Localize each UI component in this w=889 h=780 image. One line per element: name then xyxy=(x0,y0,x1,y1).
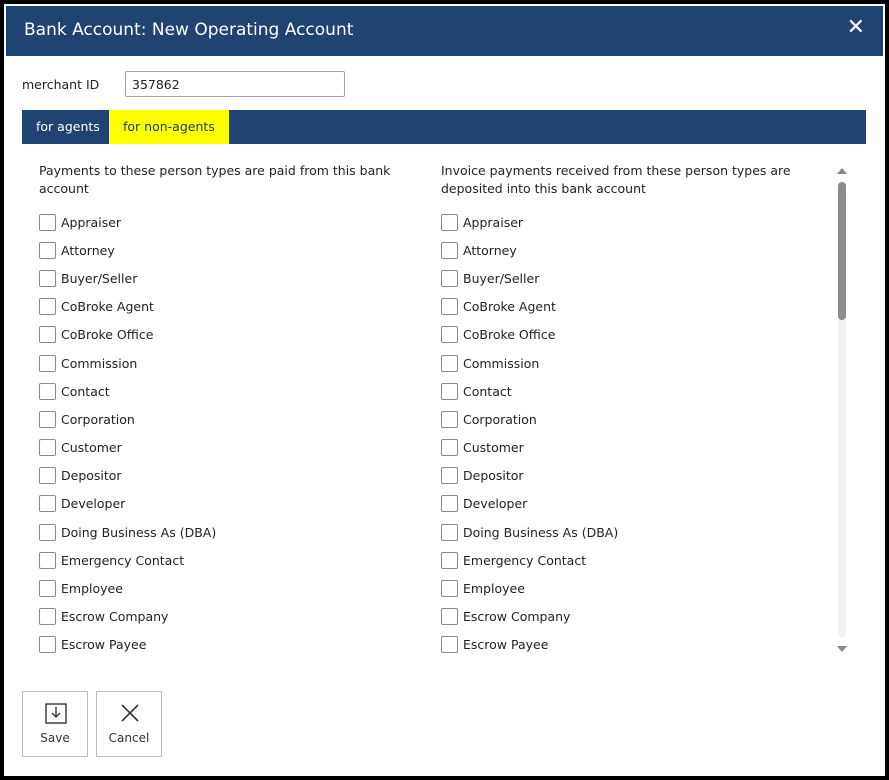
deposited-into-checkbox[interactable] xyxy=(441,524,458,541)
deposited-into-option-label: Employee xyxy=(463,581,525,597)
paid-from-checkbox[interactable] xyxy=(39,242,56,259)
paid-from-option-label: CoBroke Office xyxy=(61,327,154,343)
save-icon xyxy=(44,701,68,725)
paid-from-option-label: Doing Business As (DBA) xyxy=(61,524,217,540)
deposited-into-option-label: Contact xyxy=(463,383,512,399)
deposited-into-option-label: Depositor xyxy=(463,468,524,484)
tab-bar xyxy=(22,110,866,144)
deposited-into-heading: Invoice payments received from these person types are deposited into this bank account xyxy=(441,163,791,196)
deposited-into-option-label: Escrow Payee xyxy=(463,637,549,653)
deposited-into-option-row[interactable] xyxy=(441,490,834,518)
deposited-into-list xyxy=(441,208,834,654)
deposited-into-option-row[interactable] xyxy=(441,349,834,377)
deposited-into-checkbox[interactable] xyxy=(441,214,458,231)
paid-from-option-row[interactable] xyxy=(39,546,439,574)
deposited-into-option-label: Developer xyxy=(463,496,528,512)
deposited-into-option-row[interactable] xyxy=(441,603,834,631)
paid-from-option-row[interactable] xyxy=(39,208,439,236)
paid-from-checkbox[interactable] xyxy=(39,270,56,287)
deposited-into-option-row[interactable] xyxy=(441,574,834,602)
paid-from-option-row[interactable] xyxy=(39,405,439,433)
deposited-into-option-row[interactable] xyxy=(441,264,834,292)
paid-from-checkbox[interactable] xyxy=(39,524,56,541)
paid-from-option-label: Appraiser xyxy=(61,214,122,230)
deposited-into-option-label: Attorney xyxy=(463,242,517,258)
paid-from-option-row[interactable] xyxy=(39,518,439,546)
deposited-into-option-row[interactable] xyxy=(441,518,834,546)
paid-from-option-row[interactable] xyxy=(39,631,439,654)
dialog-titlebar xyxy=(6,6,883,56)
deposited-into-option-row[interactable] xyxy=(441,631,834,654)
deposited-into-option-label: Appraiser xyxy=(463,214,524,230)
paid-from-checkbox[interactable] xyxy=(39,467,56,484)
paid-from-checkbox[interactable] xyxy=(39,636,56,653)
deposited-into-option-row[interactable] xyxy=(441,546,834,574)
deposited-into-option-label: Commission xyxy=(463,355,540,371)
deposited-into-checkbox[interactable] xyxy=(441,242,458,259)
paid-from-option-row[interactable] xyxy=(39,236,439,264)
deposited-into-checkbox[interactable] xyxy=(441,326,458,343)
save-button[interactable] xyxy=(22,691,88,757)
deposited-into-checkbox[interactable] xyxy=(441,355,458,372)
paid-from-checkbox[interactable] xyxy=(39,411,56,428)
deposited-into-option-label: Doing Business As (DBA) xyxy=(463,524,619,540)
deposited-into-checkbox[interactable] xyxy=(441,270,458,287)
paid-from-option-row[interactable] xyxy=(39,490,439,518)
deposited-into-checkbox[interactable] xyxy=(441,608,458,625)
paid-from-checkbox[interactable] xyxy=(39,355,56,372)
deposited-into-option-row[interactable] xyxy=(441,293,834,321)
tab-for-agents[interactable]: for agents xyxy=(36,119,100,134)
paid-from-option-label: Employee xyxy=(61,581,123,597)
tab-for-non-agents[interactable]: for non-agents xyxy=(109,110,229,144)
scroll-thumb[interactable] xyxy=(838,182,846,320)
paid-from-checkbox[interactable] xyxy=(39,326,56,343)
merchant-id-label: merchant ID xyxy=(22,77,100,92)
deposited-into-column xyxy=(441,154,834,654)
paid-from-option-label: CoBroke Agent xyxy=(61,299,154,315)
deposited-into-checkbox[interactable] xyxy=(441,636,458,653)
paid-from-option-label: Developer xyxy=(61,496,126,512)
deposited-into-option-row[interactable] xyxy=(441,405,834,433)
deposited-into-option-row[interactable] xyxy=(441,434,834,462)
paid-from-checkbox[interactable] xyxy=(39,495,56,512)
person-types-panel xyxy=(22,154,834,654)
deposited-into-option-row[interactable] xyxy=(441,236,834,264)
deposited-into-option-label: Escrow Company xyxy=(463,609,571,625)
paid-from-option-label: Customer xyxy=(61,440,122,456)
deposited-into-option-row[interactable] xyxy=(441,321,834,349)
deposited-into-checkbox[interactable] xyxy=(441,383,458,400)
deposited-into-option-label: Customer xyxy=(463,440,524,456)
paid-from-heading: Payments to these person types are paid from this bank account xyxy=(39,163,391,196)
paid-from-checkbox[interactable] xyxy=(39,298,56,315)
deposited-into-option-row[interactable] xyxy=(441,208,834,236)
deposited-into-option-row[interactable] xyxy=(441,377,834,405)
deposited-into-option-row[interactable] xyxy=(441,462,834,490)
close-icon[interactable]: ✕ xyxy=(846,15,865,40)
deposited-into-option-label: CoBroke Office xyxy=(463,327,556,343)
paid-from-checkbox[interactable] xyxy=(39,383,56,400)
paid-from-option-label: Contact xyxy=(61,383,110,399)
paid-from-checkbox[interactable] xyxy=(39,608,56,625)
deposited-into-checkbox[interactable] xyxy=(441,495,458,512)
paid-from-option-label: Attorney xyxy=(61,242,115,258)
deposited-into-checkbox[interactable] xyxy=(441,580,458,597)
paid-from-option-label: Commission xyxy=(61,355,138,371)
deposited-into-option-label: Buyer/Seller xyxy=(463,270,540,286)
cancel-button[interactable] xyxy=(96,691,162,757)
deposited-into-option-label: Corporation xyxy=(463,411,537,427)
vertical-scrollbar[interactable] xyxy=(834,162,850,656)
paid-from-option-label: Depositor xyxy=(61,468,122,484)
save-label: Save xyxy=(40,731,70,745)
paid-from-option-row[interactable] xyxy=(39,574,439,602)
paid-from-option-row[interactable] xyxy=(39,321,439,349)
paid-from-checkbox[interactable] xyxy=(39,580,56,597)
paid-from-option-label: Buyer/Seller xyxy=(61,270,138,286)
merchant-id-input[interactable] xyxy=(125,71,345,97)
deposited-into-option-label: CoBroke Agent xyxy=(463,299,556,315)
paid-from-option-label: Corporation xyxy=(61,411,135,427)
deposited-into-checkbox[interactable] xyxy=(441,298,458,315)
deposited-into-checkbox[interactable] xyxy=(441,439,458,456)
paid-from-option-label: Escrow Company xyxy=(61,609,169,625)
paid-from-list xyxy=(39,208,439,654)
scroll-down-arrow-icon[interactable] xyxy=(837,646,847,652)
dialog-title: Bank Account: New Operating Account xyxy=(24,20,354,40)
paid-from-option-row[interactable] xyxy=(39,377,439,405)
cancel-x-icon xyxy=(118,701,142,725)
paid-from-option-label: Escrow Payee xyxy=(61,637,147,653)
paid-from-option-row[interactable] xyxy=(39,603,439,631)
paid-from-option-row[interactable] xyxy=(39,434,439,462)
paid-from-option-label: Emergency Contact xyxy=(61,552,185,568)
deposited-into-option-label: Emergency Contact xyxy=(463,552,587,568)
paid-from-checkbox[interactable] xyxy=(39,439,56,456)
deposited-into-checkbox[interactable] xyxy=(441,411,458,428)
scroll-up-arrow-icon[interactable] xyxy=(837,168,847,174)
deposited-into-checkbox[interactable] xyxy=(441,467,458,484)
paid-from-option-row[interactable] xyxy=(39,264,439,292)
paid-from-option-row[interactable] xyxy=(39,462,439,490)
paid-from-checkbox[interactable] xyxy=(39,552,56,569)
paid-from-option-row[interactable] xyxy=(39,293,439,321)
deposited-into-checkbox[interactable] xyxy=(441,552,458,569)
paid-from-checkbox[interactable] xyxy=(39,214,56,231)
cancel-label: Cancel xyxy=(108,731,150,745)
paid-from-column xyxy=(39,154,439,654)
paid-from-option-row[interactable] xyxy=(39,349,439,377)
